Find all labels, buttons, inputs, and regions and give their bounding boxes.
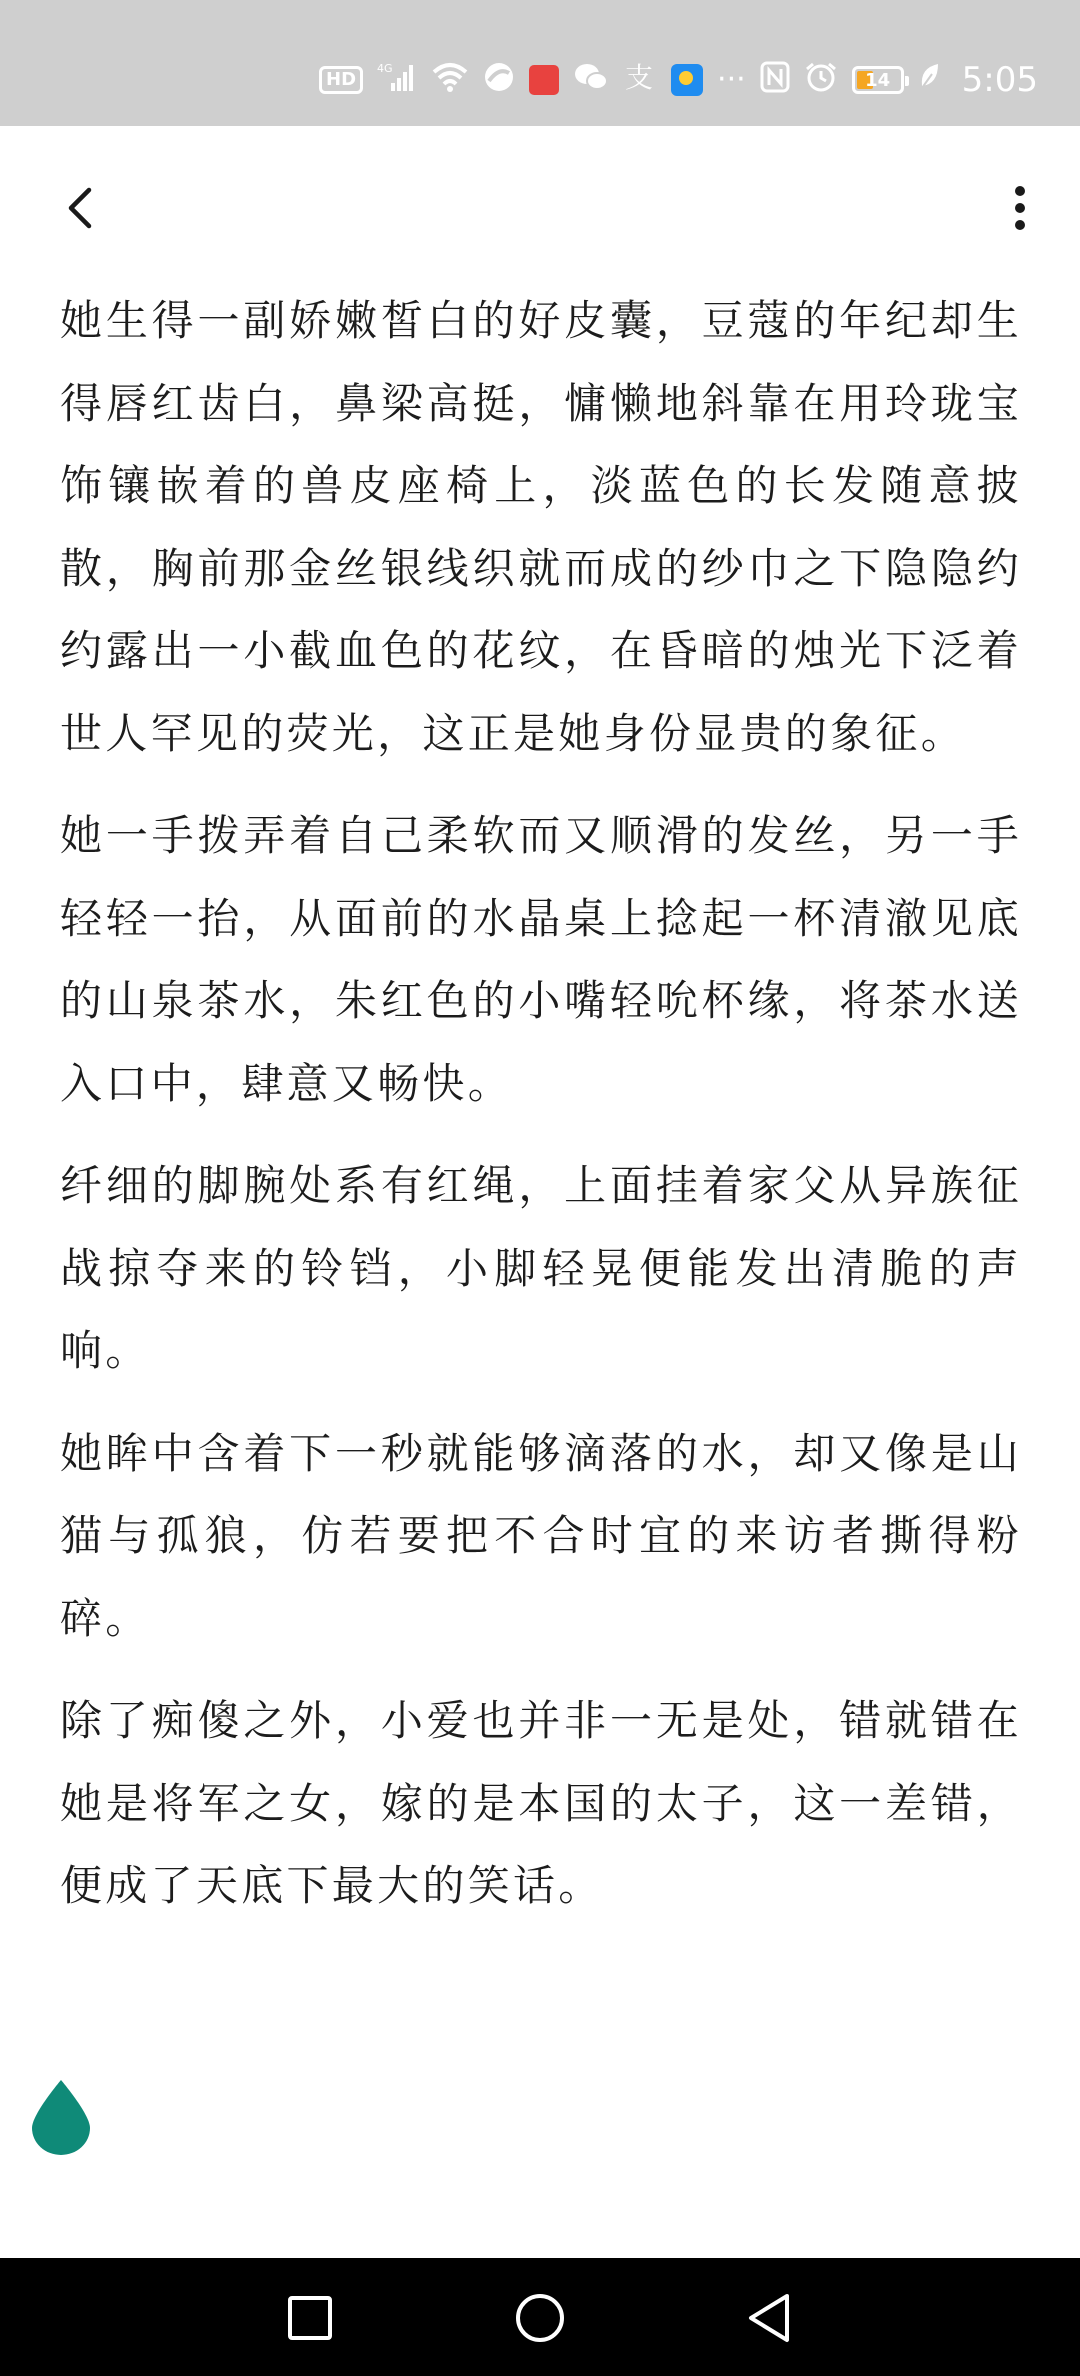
more-dot bbox=[1015, 220, 1025, 230]
more-options-button[interactable] bbox=[990, 178, 1050, 238]
more-vertical-icon bbox=[1015, 186, 1025, 196]
floating-drop-button[interactable] bbox=[30, 2078, 92, 2156]
article-content bbox=[60, 280, 1022, 1948]
home-button[interactable] bbox=[508, 2286, 572, 2350]
battery-icon bbox=[852, 66, 904, 94]
more-dot bbox=[1015, 203, 1025, 213]
recent-apps-button[interactable] bbox=[278, 2286, 342, 2350]
paragraph-1: 她生得一副娇嫩皙白的好皮囊，豆蔻的年纪却生得唇红齿白，鼻梁高挺，慵懒地斜靠在用玲珑宝饰镶嵌着的兽皮座椅上，淡蓝色的长发随意披散，胸前那金丝银线织就而成的纱巾之下隐隐约约露出一小截血色的花纹，在昏暗的烛光下泛着世人罕见的荧光，这正是她身份显贵的象征。 bbox=[60, 296, 1022, 758]
cellular-signal-icon bbox=[377, 61, 417, 99]
back-button[interactable] bbox=[50, 178, 110, 238]
paragraph-4: 她眸中含着下一秒就能够滴落的水，却又像是山猫与孤狼，仿若要把不合时宜的来访者撕得粉碎。 bbox=[60, 1428, 1022, 1643]
wechat-icon bbox=[573, 61, 609, 99]
recent-apps-icon bbox=[286, 2294, 334, 2342]
chevron-left-icon bbox=[65, 186, 95, 230]
home-icon bbox=[514, 2292, 566, 2344]
clock: 5:05 bbox=[961, 60, 1038, 100]
water-drop-icon bbox=[30, 2078, 92, 2156]
alarm-icon bbox=[804, 61, 838, 99]
battery-level: 14 bbox=[865, 69, 891, 91]
reader-app-icon bbox=[529, 65, 559, 95]
back-icon bbox=[745, 2292, 795, 2344]
back-nav-button[interactable] bbox=[738, 2286, 802, 2350]
signal-label: 4G bbox=[377, 62, 393, 75]
battery-saver-icon bbox=[918, 62, 942, 98]
status-bar bbox=[0, 0, 1080, 126]
status-icons bbox=[319, 56, 1038, 104]
alipay-icon bbox=[623, 61, 657, 99]
nfc-icon bbox=[760, 61, 790, 99]
reader-toolbar bbox=[0, 126, 1080, 296]
browser-app-icon bbox=[483, 61, 515, 99]
more-notifications-icon: ··· bbox=[717, 62, 746, 97]
paragraph-3: 纤细的脚腕处系有红绳，上面挂着家父从异族征战掠夺来的铃铛，小脚轻晃便能发出清脆的声响。 bbox=[60, 1161, 1022, 1375]
weather-app-icon bbox=[671, 64, 703, 96]
paragraph-2: 她一手拨弄着自己柔软而又顺滑的发丝，另一手轻轻一抬，从面前的水晶桌上捻起一杯清澈见底的山泉茶水，朱红色的小嘴轻吮杯缘，将茶水送入口中，肆意又畅快。 bbox=[60, 811, 1022, 1108]
paragraph-5: 除了痴傻之外，小爱也并非一无是处，错就错在她是将军之女，嫁的是本国的太子，这一差错，便成了天底下最大的笑话。 bbox=[60, 1696, 1022, 1910]
svg-text:支: 支 bbox=[625, 61, 654, 93]
navigation-bar bbox=[0, 2258, 1080, 2376]
hd-icon: HD bbox=[319, 66, 363, 94]
wifi-icon bbox=[431, 61, 469, 99]
